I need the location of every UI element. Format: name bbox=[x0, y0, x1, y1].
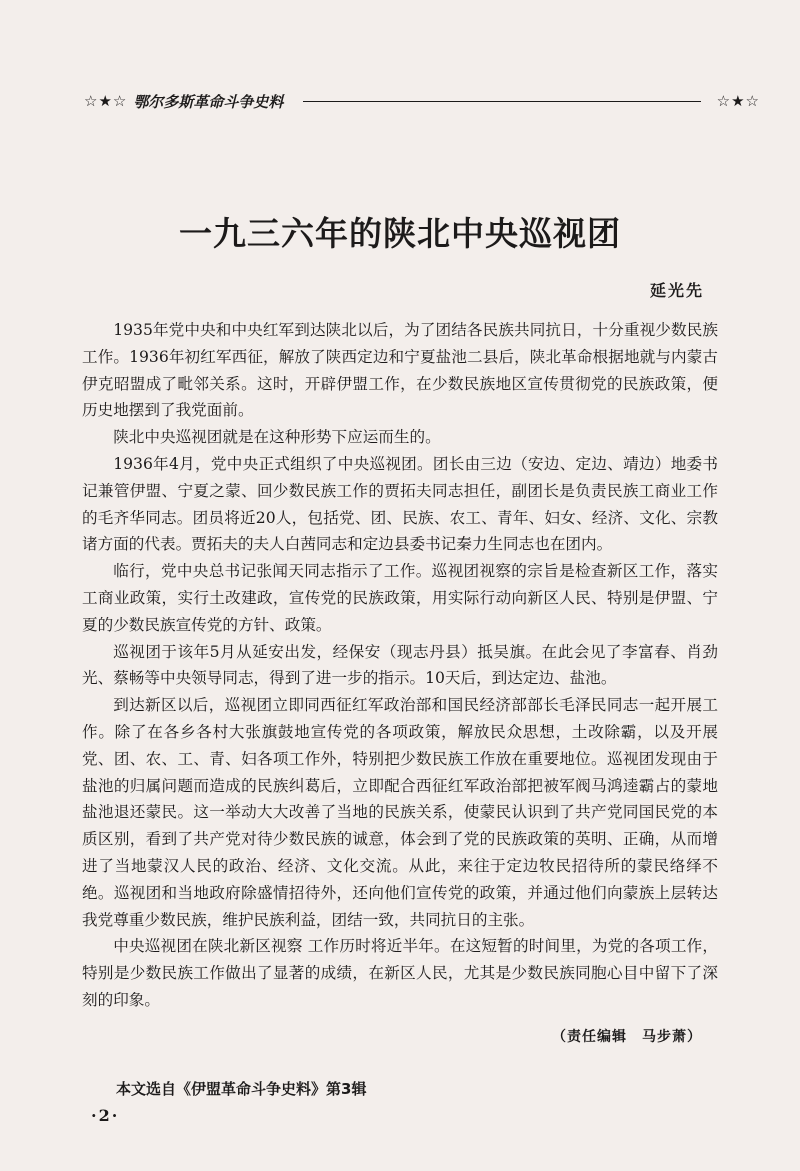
paragraph: 1936年4月，党中央正式组织了中央巡视团。团长由三边（安边、定边、靖边）地委书记兼管伊盟、宁夏之蒙、回少数民族工作的贾拓夫同志担任，副团长是负责民族工商业工作的毛齐华同志。团员将近20人，包括党、团、民族、农工、青年、妇女、经济、文化、宗教诸方面的代表。贾拓夫的夫人白茜同志和定边县委书记秦力生同志也在团内。 bbox=[82, 454, 718, 554]
paragraph: 临行，党中央总书记张闻天同志指示了工作。巡视团视察的宗旨是检查新区工作，落实工商业政策，实行土改建政，宣传党的民族政策，用实际行动向新区人民、特别是伊盟、宁夏的少数民族宣传党的方针、政策。 bbox=[82, 562, 718, 634]
editor-credit: （责任编辑 马步萧） bbox=[552, 1029, 702, 1045]
decorative-stars-left: ☆★☆ bbox=[84, 92, 128, 110]
article-author: 延光先 bbox=[649, 281, 704, 300]
paragraph: 到达新区以后，巡视团立即同西征红军政治部和国民经济部部长毛泽民同志一起开展工作。除了在各乡各村大张旗鼓地宣传党的各项政策，解放民众思想，土改除霸，以及开展党、团、农、工、青、妇各项工作外，特别把少数民族工作放在重要地位。巡视团发现由于盐池的归属问题而造成的民族纠葛后，立即配合西征红军政治部把被军阀马鸿逵霸占的蒙地盐池退还蒙民。这一举动大大改善了当地的民族关系，使蒙民认识到了共产党同国民党的本质区别，看到了共产党对待少数民族的诚意，体会到了党的民族政策的英明、正确，从而增进了当地蒙汉人民的政治、经济、文化交流。从此，来往于定边牧民招待所的蒙民络绎不绝。巡视团和当地政府除盛情招待外，还向他们宣传党的政策，并通过他们向蒙族上层转达我党尊重少数民族，维护民族利益，团结一致，共同抗日的主张。 bbox=[82, 696, 718, 929]
paragraph: 中央巡视团在陕北新区视察 工作历时将近半年。在这短暂的时间里，为党的各项工作，特别是少数民族工作做出了显著的成绩，在新区人民，尤其是少数民族同胞心目中留下了深刻的印象。 bbox=[82, 937, 718, 1009]
decorative-stars-right: ☆★☆ bbox=[716, 92, 760, 110]
header-rule bbox=[303, 101, 700, 102]
article-body bbox=[82, 317, 718, 1014]
paragraph: 1935年党中央和中央红军到达陕北以后，为了团结各民族共同抗日，十分重视少数民族工作。1936年初红军西征，解放了陕西定边和宁夏盐池二县后，陕北革命根据地就与内蒙古伊克昭盟成了毗邻关系。这时，开辟伊盟工作，在少数民族地区宣传贯彻党的民族政策，便历史地摆到了我党面前。 bbox=[82, 321, 718, 420]
paragraph: 巡视团于该年5月从延安出发，经保安（现志丹县）抵吴旗。在此会见了李富春、肖劲光、蔡畅等中央领导同志，得到了进一步的指示。10天后，到达定边、盐池。 bbox=[82, 642, 718, 688]
article-title: 一九三六年的陕北中央巡视团 bbox=[179, 214, 621, 253]
source-note: 本文选自《伊盟革命斗争史料》第3辑 bbox=[116, 1080, 367, 1098]
journal-title: 鄂尔多斯革命斗争史料 bbox=[133, 92, 284, 111]
running-header bbox=[84, 86, 760, 116]
paragraph: 陕北中央巡视团就是在这种形势下应运而生的。 bbox=[113, 428, 441, 447]
page-number: ·2· bbox=[91, 1106, 120, 1125]
